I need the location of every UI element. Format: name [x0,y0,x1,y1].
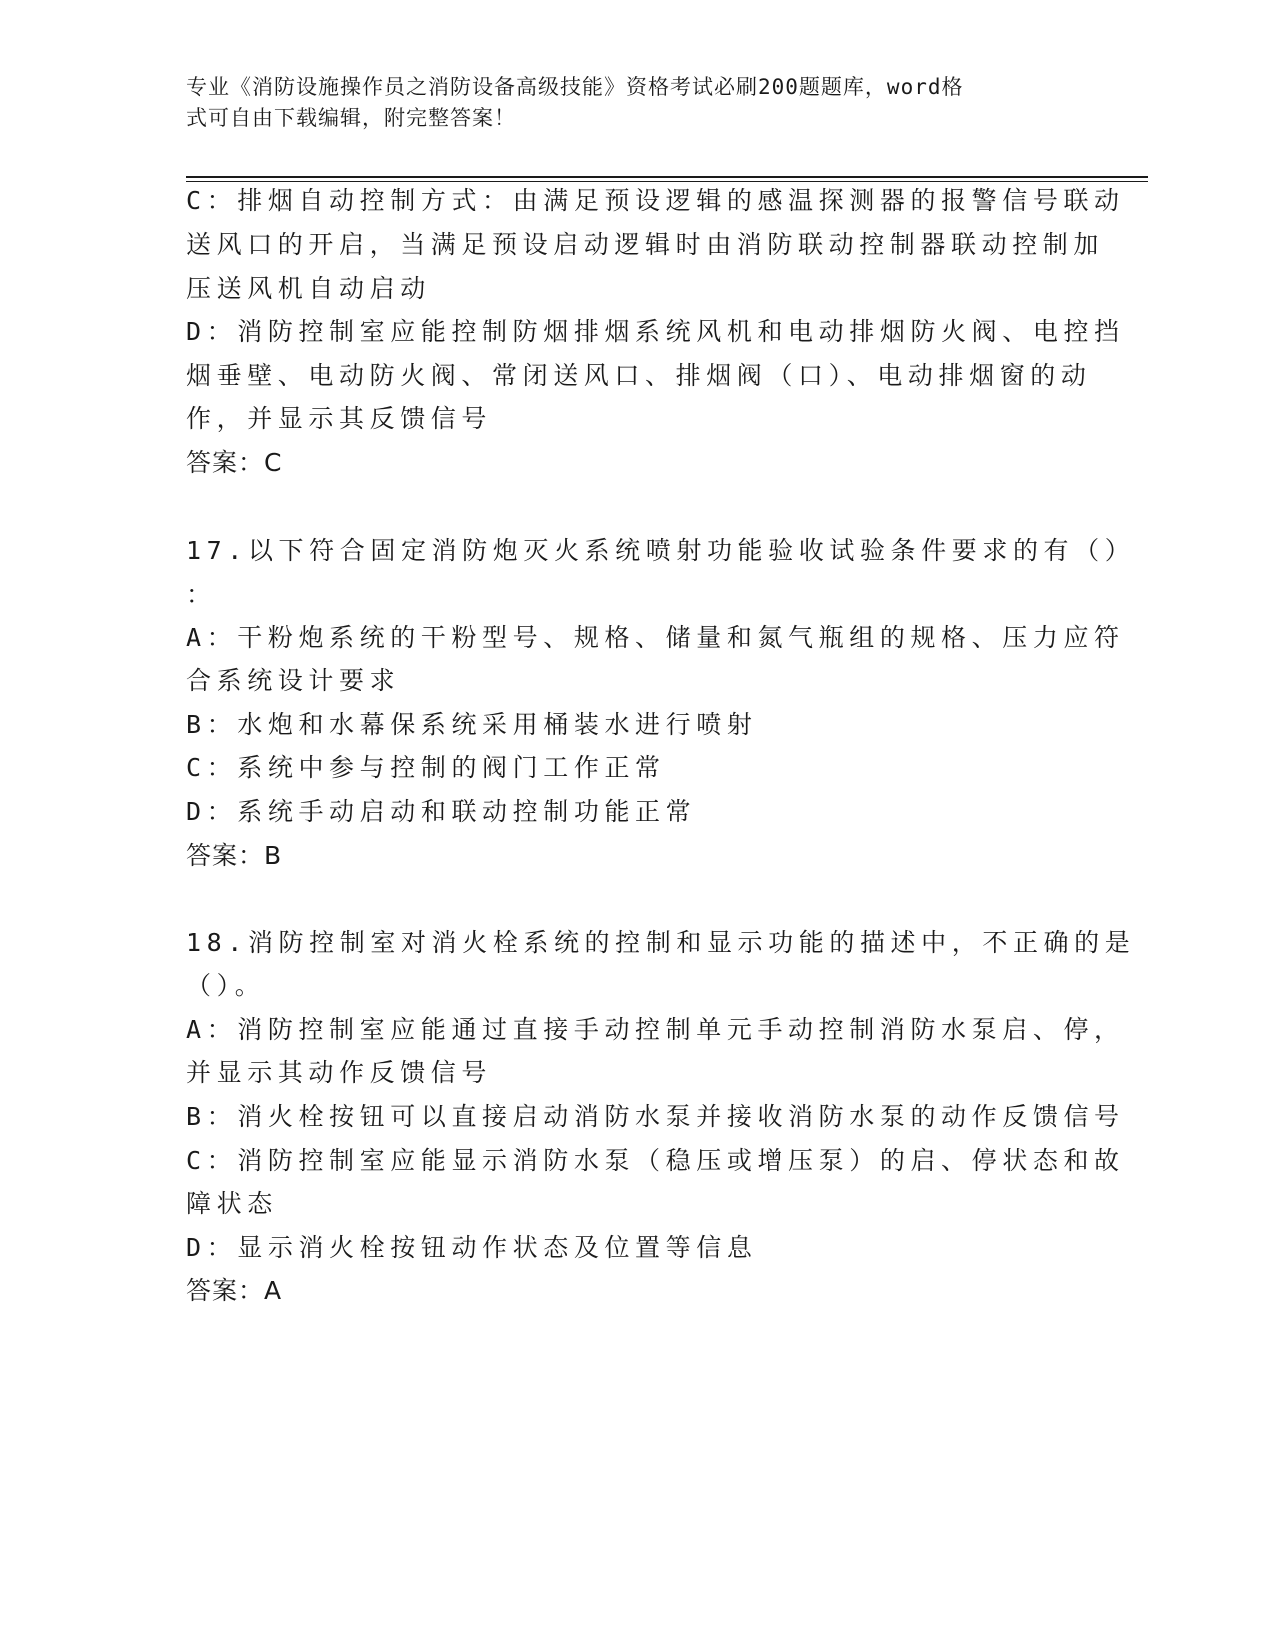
q18-option-a-line-1: A：消防控制室应能通过直接手动控制单元手动控制消防水泵启、停， [186,1015,1125,1044]
q16-answer: 答案：C [186,448,283,477]
q18-answer: 答案：A [186,1276,283,1305]
q18-option-a-line-2: 并显示其动作反馈信号 [186,1058,493,1087]
q17-option-a-line-1: A：干粉炮系统的干粉型号、规格、储量和氮气瓶组的规格、压力应符 [186,623,1125,652]
q17-option-d: D：系统手动启动和联动控制功能正常 [186,797,697,826]
q18-option-b: B：消火栓按钮可以直接启动消防水泵并接收消防水泵的动作反馈信号 [186,1102,1125,1131]
q16-option-c-line-2: 送风口的开启，当满足预设启动逻辑时由消防联动控制器联动控制加 [186,230,1105,259]
q16-option-d-line-2: 烟垂壁、电动防火阀、常闭送风口、排烟阀（口）、电动排烟窗的动 [186,361,1092,390]
q17-option-c: C：系统中参与控制的阀门工作正常 [186,753,666,782]
q17-question-line-2: ： [186,580,217,609]
q16-option-d-line-1: D：消防控制室应能控制防烟排烟系统风机和电动排烟防火阀、电控挡 [186,317,1125,346]
q18-option-d: D：显示消火栓按钮动作状态及位置等信息 [186,1233,758,1262]
header-divider-thick [186,176,1148,178]
q17-answer: 答案：B [186,841,283,870]
q16-option-c-line-1: C：排烟自动控制方式：由满足预设逻辑的感温探测器的报警信号联动 [186,186,1125,215]
q18-option-c-line-1: C：消防控制室应能显示消防水泵（稳压或增压泵）的启、停状态和故 [186,1146,1125,1175]
header-divider-thin [186,181,1148,182]
q18-question-line-1: 18.消防控制室对消火栓系统的控制和显示功能的描述中，不正确的是 [186,928,1136,957]
q18-option-c-line-2: 障状态 [186,1189,278,1218]
document-page [186,0,1146,1650]
q18-question-line-2: （）。 [186,971,266,1000]
q16-option-c-line-3: 压送风机自动启动 [186,274,431,303]
document-header [186,72,1066,134]
q17-question-line-1: 17.以下符合固定消防炮灭火系统喷射功能验收试验条件要求的有（） [186,536,1136,565]
q16-option-d-line-3: 作，并显示其反馈信号 [186,404,493,433]
q17-option-a-line-2: 合系统设计要求 [186,666,401,695]
header-line-1: 专业《消防设施操作员之消防设备高级技能》资格考试必刷200题题库，word格 [186,75,964,99]
header-line-2: 式可自由下载编辑，附完整答案！ [186,106,516,130]
q17-option-b: B：水炮和水幕保系统采用桶装水进行喷射 [186,710,758,739]
